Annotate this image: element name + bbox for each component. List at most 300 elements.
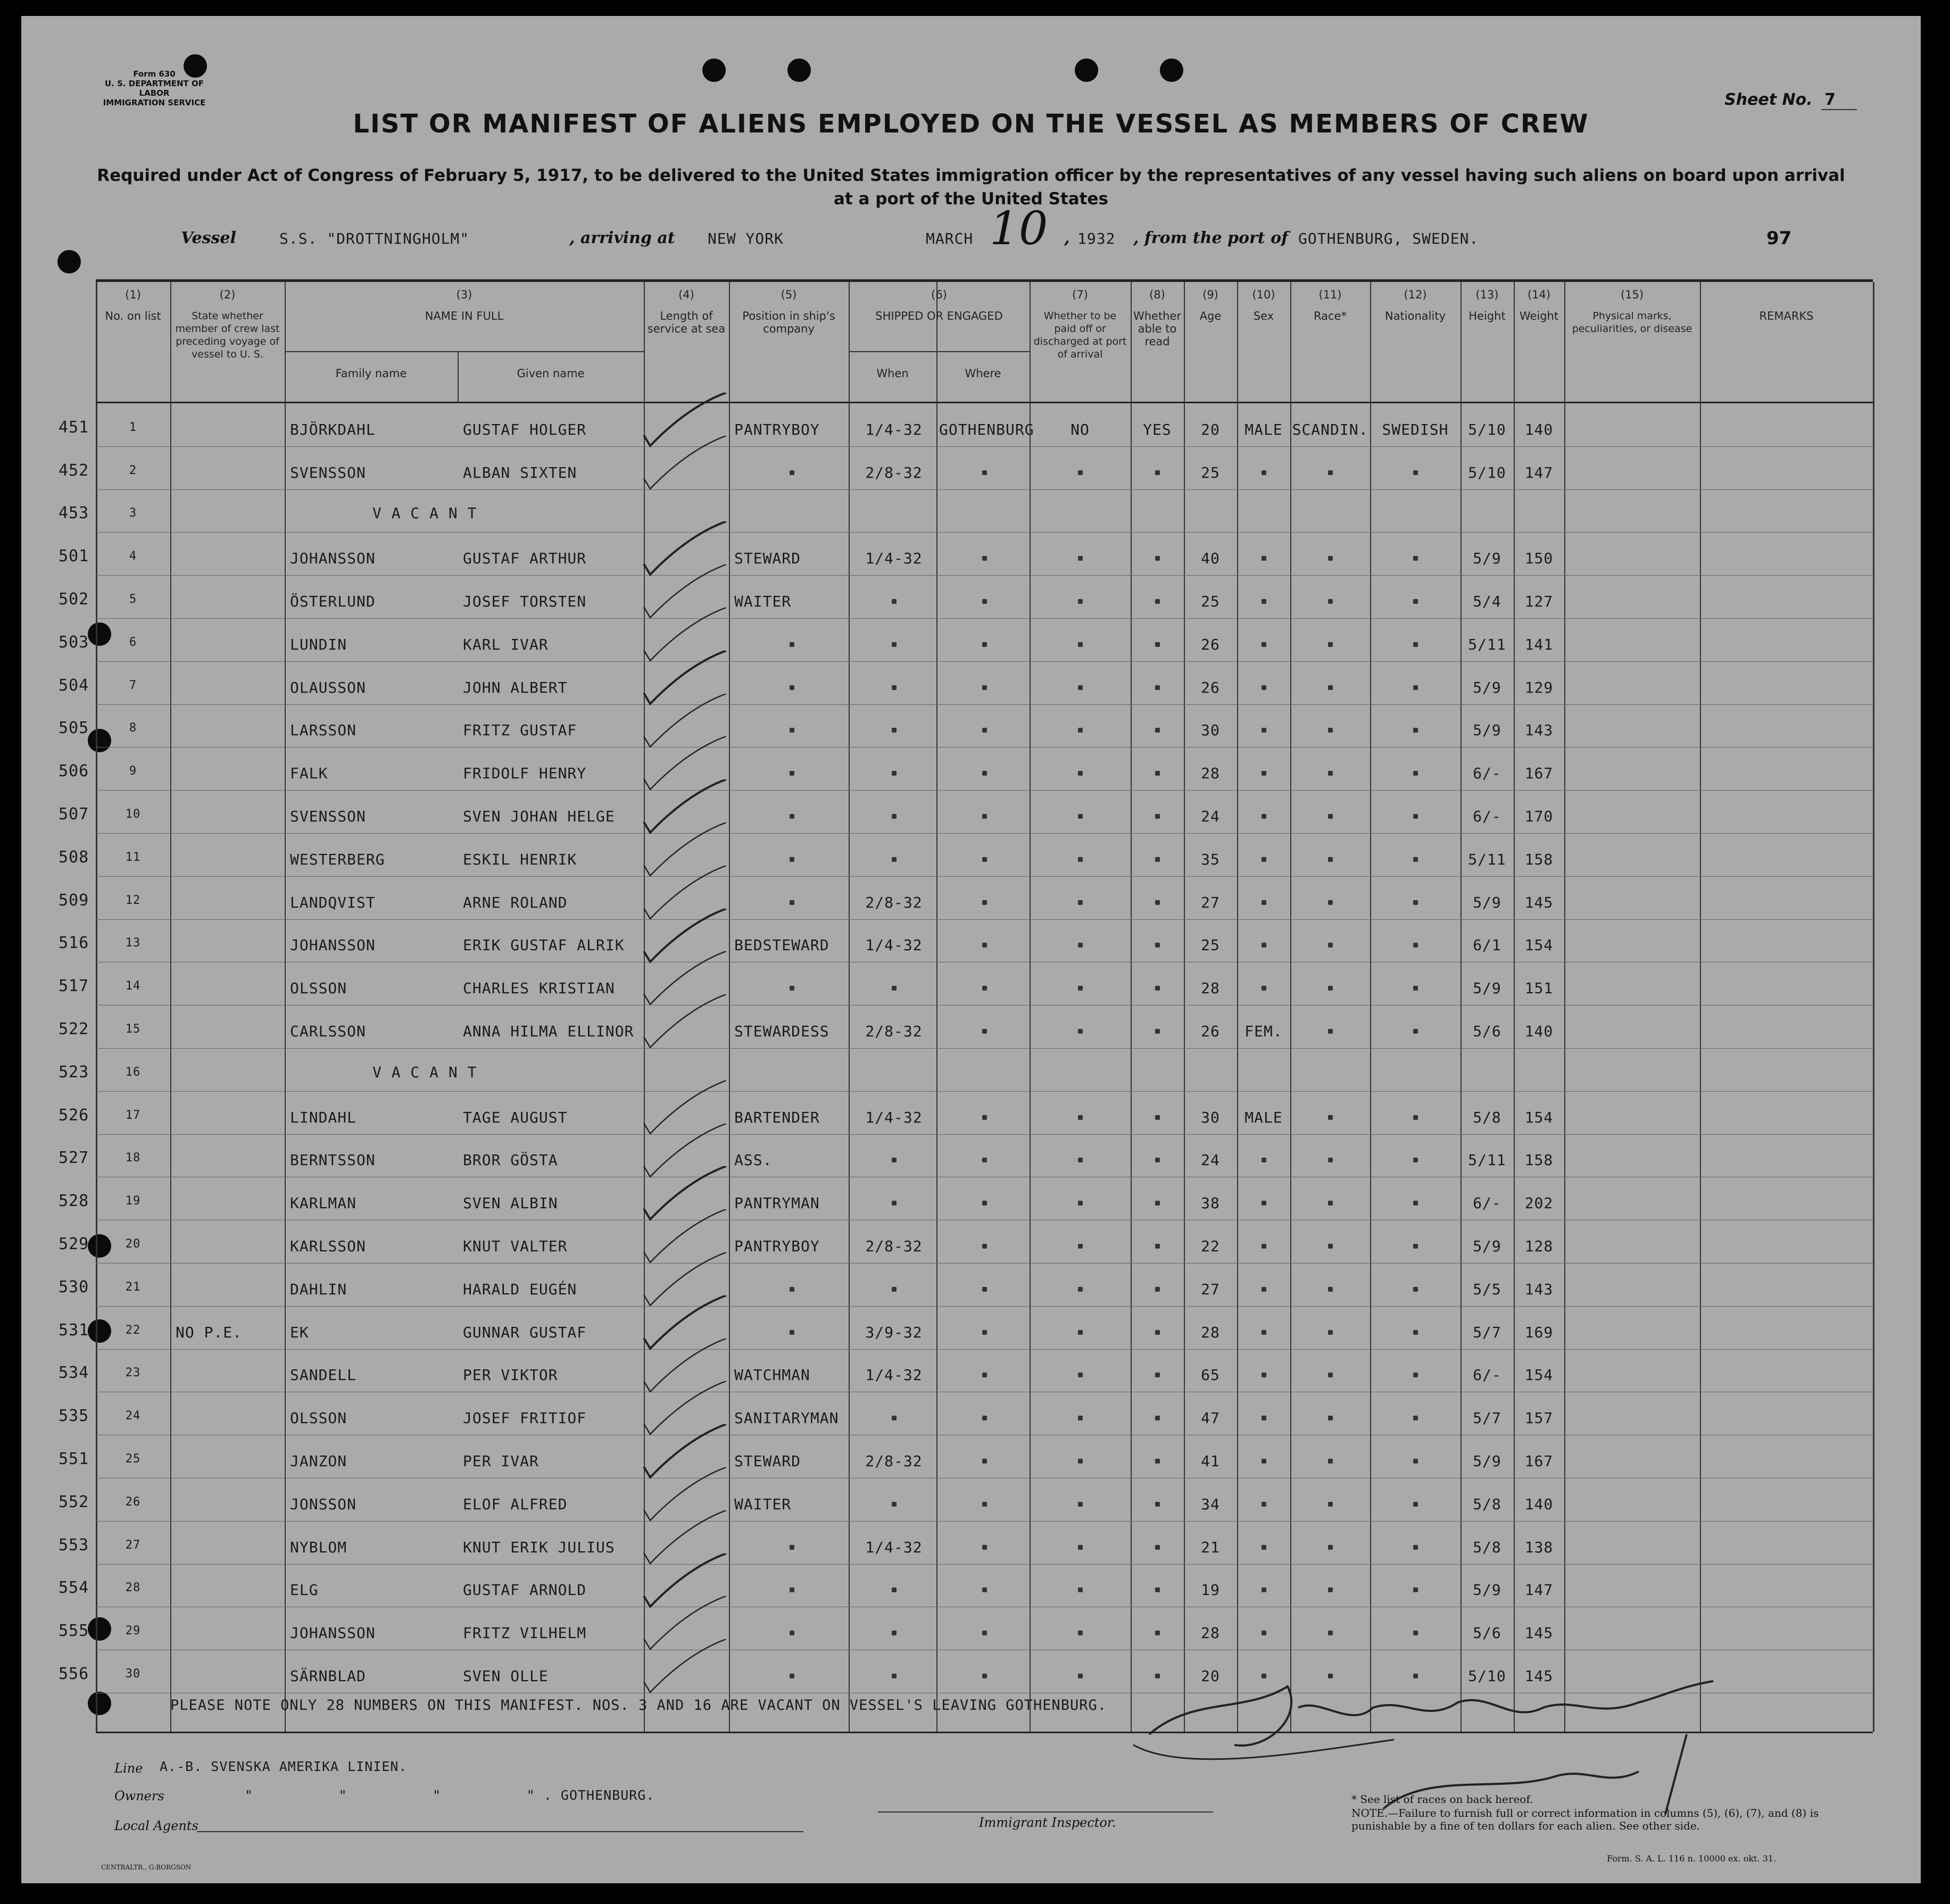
cell-height: 5/11 (1468, 635, 1506, 653)
ditto-mark (790, 814, 794, 819)
ditto-mark (1155, 1459, 1160, 1464)
ditto-mark (1328, 728, 1333, 733)
margin-number: 535 (59, 1407, 89, 1426)
margin-number: 522 (59, 1020, 89, 1038)
ditto-mark (892, 728, 897, 733)
margin-number: 509 (59, 891, 89, 910)
subheader-rule (285, 351, 644, 352)
cell-family: NYBLOM (290, 1538, 347, 1556)
ditto-mark (982, 1201, 987, 1205)
ditto-mark (982, 1545, 987, 1550)
column-header: Sex (1253, 310, 1274, 322)
cell-no: 6 (129, 635, 137, 649)
cell-height: 6/1 (1473, 936, 1501, 954)
margin-number: 556 (59, 1665, 89, 1683)
cell-when: 1/4-32 (865, 420, 923, 438)
ditto-mark (1328, 900, 1333, 905)
ditto-mark (892, 1416, 897, 1420)
cell-given: CHARLES KRISTIAN (463, 979, 615, 997)
row-rule (96, 1134, 1873, 1135)
cell-family: JOHANSSON (290, 550, 376, 568)
ditto-mark (982, 900, 987, 905)
ditto-mark (892, 986, 897, 991)
ditto-mark (892, 814, 897, 819)
arrival-port: NEW YORK (708, 230, 784, 247)
cell-no: 23 (125, 1366, 141, 1380)
column-subheader: Given name (517, 367, 585, 380)
cell-family: FALK (290, 764, 328, 783)
ditto-mark (1155, 728, 1160, 733)
margin-number: 553 (59, 1535, 89, 1554)
ditto-mark (892, 1631, 897, 1635)
cell-no: 24 (125, 1409, 141, 1423)
column-number: (12) (1404, 288, 1427, 301)
ditto-mark (1413, 1287, 1418, 1292)
column-number: (15) (1620, 288, 1644, 301)
ditto-mark (1262, 986, 1266, 991)
cell-weight: 140 (1524, 1495, 1554, 1513)
cell-given: ARNE ROLAND (463, 893, 568, 911)
margin-number: 507 (59, 805, 89, 824)
cell-weight: 151 (1524, 979, 1554, 997)
ditto-mark (1262, 1201, 1266, 1205)
cell-family: CARLSSON (290, 1022, 366, 1040)
margin-number: 506 (59, 762, 89, 781)
cell-when: 1/4-32 (865, 1108, 923, 1126)
cell-no: 28 (125, 1581, 141, 1595)
ditto-mark (1155, 1330, 1160, 1335)
ditto-mark (1262, 556, 1266, 561)
column-header: SHIPPED OR ENGAGED (875, 310, 1003, 322)
cell-family: JONSSON (290, 1495, 357, 1513)
margin-number: 453 (59, 504, 89, 523)
cell-position: STEWARD (734, 1452, 801, 1470)
cell-no: 13 (125, 936, 141, 950)
ditto-mark (1262, 771, 1266, 776)
column-header: Height (1468, 310, 1506, 322)
ditto-mark (1328, 814, 1333, 819)
ditto-mark (1078, 771, 1083, 776)
ditto-mark (982, 1416, 987, 1420)
cell-no: 29 (125, 1624, 141, 1638)
cell-age: 21 (1201, 1538, 1220, 1556)
ditto-mark (1155, 857, 1160, 862)
check-mark (628, 1639, 734, 1698)
ditto-mark (1078, 1587, 1083, 1592)
cell-age: 28 (1201, 764, 1220, 783)
ditto-mark (1078, 943, 1083, 947)
column-header: Age (1199, 310, 1222, 322)
vessel-label: Vessel (181, 229, 236, 247)
ditto-mark (1413, 1587, 1418, 1592)
cell-height: 5/9 (1473, 893, 1501, 911)
margin-number: 503 (59, 633, 89, 652)
form-header (101, 69, 208, 107)
ditto-mark (1413, 1158, 1418, 1162)
column-rule (1514, 282, 1515, 1732)
cell-height: 5/8 (1473, 1538, 1501, 1556)
sheet-value: 7 (1821, 90, 1857, 110)
ditto-mark (1413, 1029, 1418, 1034)
column-header: NAME IN FULL (425, 310, 504, 322)
ditto-mark (1262, 943, 1266, 947)
cell-weight: 140 (1524, 420, 1554, 438)
cell-weight: 150 (1524, 550, 1554, 568)
ditto-mark (1155, 642, 1160, 647)
cell-age: 28 (1201, 1323, 1220, 1341)
ditto-mark (1262, 642, 1266, 647)
row-rule (96, 532, 1873, 533)
cell-given: GUSTAF HOLGER (463, 420, 587, 438)
column-header: Physical marks, peculiarities, or disease (1572, 310, 1692, 335)
row-rule (96, 1349, 1873, 1350)
cell-no: 10 (125, 808, 141, 821)
ditto-mark (1078, 470, 1083, 475)
ditto-mark (1262, 1587, 1266, 1592)
column-header: Nationality (1384, 310, 1446, 322)
inspector-label: Immigrant Inspector. (979, 1815, 1116, 1830)
cell-weight: 128 (1524, 1237, 1554, 1255)
subheader-rule (849, 351, 1030, 352)
ditto-mark (892, 771, 897, 776)
cell-family: DAHLIN (290, 1280, 347, 1298)
cell-height: 5/7 (1473, 1323, 1501, 1341)
cell-height: 5/9 (1473, 1452, 1501, 1470)
ditto-mark (1413, 1115, 1418, 1120)
ditto-mark (982, 1587, 987, 1592)
ditto-mark (1328, 1545, 1333, 1550)
cell-family: OLSSON (290, 1409, 347, 1427)
cell-no: 30 (125, 1667, 141, 1681)
ditto-mark (1262, 1545, 1266, 1550)
cell-weight: 143 (1524, 721, 1554, 739)
cell-position: BEDSTEWARD (734, 936, 829, 954)
ditto-mark (1262, 1330, 1266, 1335)
cell-age: 30 (1201, 721, 1220, 739)
cell-family: SVENSSON (290, 463, 366, 481)
ditto-mark (1413, 470, 1418, 475)
ditto-mark (1413, 728, 1418, 733)
cell-weight: 154 (1524, 936, 1554, 954)
cell-no: 5 (129, 593, 137, 606)
ditto-mark (1413, 1545, 1418, 1550)
cell-height: 5/9 (1473, 721, 1501, 739)
ditto-mark (790, 1287, 794, 1292)
ditto-mark (892, 1287, 897, 1292)
margin-number: 451 (59, 418, 89, 437)
ditto-mark (1078, 857, 1083, 862)
cell-age: 47 (1201, 1409, 1220, 1427)
ditto-mark (1413, 1502, 1418, 1507)
ditto-mark (1328, 1416, 1333, 1420)
punch-hole (787, 59, 811, 82)
cell-when: 1/4-32 (865, 550, 923, 568)
cell-weight: 202 (1524, 1194, 1554, 1212)
cell-given: ANNA HILMA ELLINOR (463, 1022, 634, 1040)
margin-number: 452 (59, 461, 89, 480)
sheet-label: Sheet No. (1724, 90, 1813, 109)
cell-read: YES (1143, 420, 1172, 438)
ditto-mark (1155, 685, 1160, 690)
cell-weight: 157 (1524, 1409, 1554, 1427)
row-rule (96, 1048, 1873, 1049)
departure-port: GOTHENBURG, SWEDEN. (1298, 230, 1479, 247)
cell-height: 5/6 (1473, 1022, 1501, 1040)
ditto-mark (982, 1502, 987, 1507)
ditto-mark (1328, 1158, 1333, 1162)
vacant-label: V A C A N T (372, 1063, 477, 1081)
column-number: (8) (1149, 288, 1165, 301)
ditto-mark (1155, 1115, 1160, 1120)
column-number: (11) (1318, 288, 1342, 301)
form-number: Form 630 (133, 69, 176, 79)
ditto-mark (1413, 1244, 1418, 1249)
ditto-mark (1413, 1631, 1418, 1635)
ditto-mark (1413, 685, 1418, 690)
cell-family: JOHANSSON (290, 1624, 376, 1642)
ditto-mark (1155, 1502, 1160, 1507)
cell-when: 1/4-32 (865, 1366, 923, 1384)
cell-age: 25 (1201, 463, 1220, 481)
margin-number: 530 (59, 1277, 89, 1296)
ditto-mark (1413, 1459, 1418, 1464)
ditto-mark (1078, 1244, 1083, 1249)
margin-number: 528 (59, 1192, 89, 1211)
cell-family: KARLMAN (290, 1194, 357, 1212)
column-number: (3) (456, 288, 472, 301)
cell-given: PER IVAR (463, 1452, 539, 1470)
cell-weight: 170 (1524, 808, 1554, 825)
cell-prev: NO P.E. (176, 1323, 243, 1341)
cell-when: 1/4-32 (865, 1538, 923, 1556)
cell-given: JOSEF FRITIOF (463, 1409, 587, 1427)
column-header: Length of service at sea (647, 310, 726, 335)
cell-family: BERNTSSON (290, 1151, 376, 1169)
cell-weight: 154 (1524, 1108, 1554, 1126)
ditto-mark (1262, 857, 1266, 862)
ditto-mark (1413, 943, 1418, 947)
cell-family: ÖSTERLUND (290, 593, 376, 610)
cell-height: 5/9 (1473, 979, 1501, 997)
column-number: (7) (1072, 288, 1088, 301)
cell-given: SVEN ALBIN (463, 1194, 558, 1212)
races-note: * See list of races on back hereof. (1351, 1793, 1533, 1806)
cell-age: 41 (1201, 1452, 1220, 1470)
cell-position: SANITARYMAN (734, 1409, 839, 1427)
cell-age: 28 (1201, 979, 1220, 997)
ditto-mark (1328, 1287, 1333, 1292)
column-rule (1237, 282, 1238, 1732)
cell-family: KARLSSON (290, 1237, 366, 1255)
inspector-line (878, 1811, 1213, 1812)
row-rule (96, 575, 1873, 576)
column-number: (1) (125, 288, 141, 301)
arrival-day: 10 (990, 202, 1048, 255)
ditto-mark (982, 685, 987, 690)
ditto-mark (1262, 814, 1266, 819)
margin-number: 527 (59, 1149, 89, 1168)
row-rule (96, 1306, 1873, 1307)
margin-number: 517 (59, 977, 89, 996)
ditto-mark (1078, 1330, 1083, 1335)
cell-weight: 169 (1524, 1323, 1554, 1341)
ditto-mark (1413, 900, 1418, 905)
ditto-mark (982, 642, 987, 647)
ditto-mark (1078, 685, 1083, 690)
ditto-mark (982, 771, 987, 776)
cell-nationality: SWEDISH (1382, 420, 1449, 438)
ditto-mark (1328, 556, 1333, 561)
column-number: (14) (1527, 288, 1551, 301)
row-rule (96, 618, 1873, 619)
ditto-mark (892, 1587, 897, 1592)
ditto-mark (1328, 857, 1333, 862)
owners-value: " " " " . GOTHENBURG. (245, 1787, 655, 1803)
ditto-mark (1078, 1631, 1083, 1635)
cell-height: 5/10 (1468, 420, 1506, 438)
column-number: (13) (1475, 288, 1499, 301)
ditto-mark (1413, 1373, 1418, 1377)
cell-when: 2/8-32 (865, 893, 923, 911)
ditto-mark (790, 771, 794, 776)
cell-weight: 145 (1524, 1667, 1554, 1685)
margin-number: 526 (59, 1105, 89, 1125)
ditto-mark (1078, 986, 1083, 991)
cell-age: 27 (1201, 893, 1220, 911)
cell-height: 5/8 (1473, 1495, 1501, 1513)
ditto-mark (1078, 1373, 1083, 1377)
ditto-mark (1078, 556, 1083, 561)
ditto-mark (790, 900, 794, 905)
cell-sex: MALE (1244, 1108, 1283, 1126)
cell-race: SCANDIN. (1292, 420, 1368, 438)
ditto-mark (1078, 599, 1083, 604)
ditto-mark (982, 857, 987, 862)
ditto-mark (892, 1158, 897, 1162)
cell-given: SVEN OLLE (463, 1667, 549, 1685)
margin-number: 504 (59, 676, 89, 695)
ditto-mark (1413, 599, 1418, 604)
ditto-mark (1078, 642, 1083, 647)
cell-when: 2/8-32 (865, 1452, 923, 1470)
cell-position: WAITER (734, 1495, 792, 1513)
cell-height: 6/- (1473, 1194, 1501, 1212)
cell-no: 18 (125, 1151, 141, 1165)
column-rule (1131, 282, 1132, 1732)
ditto-mark (982, 1029, 987, 1034)
cell-height: 5/8 (1473, 1108, 1501, 1126)
cell-height: 6/- (1473, 764, 1501, 783)
ditto-mark (1413, 814, 1418, 819)
ditto-mark (1262, 728, 1266, 733)
cell-position: PANTRYMAN (734, 1194, 820, 1212)
ditto-mark (982, 1330, 987, 1335)
cell-given: KARL IVAR (463, 635, 549, 653)
cell-family: OLSSON (290, 979, 347, 997)
column-number: (5) (781, 288, 797, 301)
margin-number: 555 (59, 1622, 89, 1641)
column-rule (1873, 282, 1874, 1732)
cell-age: 40 (1201, 550, 1220, 568)
ditto-mark (982, 943, 987, 947)
cell-family: OLAUSSON (290, 678, 366, 696)
cell-given: SVEN JOHAN HELGE (463, 808, 615, 825)
ditto-mark (982, 1158, 987, 1162)
row-rule (96, 876, 1873, 877)
ditto-mark (790, 1587, 794, 1592)
ditto-mark (1413, 857, 1418, 862)
cell-age: 30 (1201, 1108, 1220, 1126)
cell-given: JOHN ALBERT (463, 678, 568, 696)
ditto-mark (1262, 1459, 1266, 1464)
punch-hole (702, 59, 726, 82)
ditto-mark (1155, 1416, 1160, 1420)
manifest-sheet (21, 16, 1921, 1883)
column-subheader: Family name (335, 367, 407, 380)
cell-when: 1/4-32 (865, 936, 923, 954)
column-rule (1370, 282, 1371, 1732)
cell-when: 2/8-32 (865, 1022, 923, 1040)
ditto-mark (1413, 1201, 1418, 1205)
column-number: (2) (219, 288, 236, 301)
ditto-mark (1078, 1158, 1083, 1162)
column-rule (1030, 282, 1031, 1732)
ditto-mark (1328, 1244, 1333, 1249)
cell-given: PER VIKTOR (463, 1366, 558, 1384)
ditto-mark (1413, 1330, 1418, 1335)
margin-number: 531 (59, 1320, 89, 1340)
cell-no: 26 (125, 1495, 141, 1509)
punch-hole (1160, 59, 1183, 82)
printer-mark: CENTRALTR., G:BORGSON (101, 1864, 192, 1871)
service-name: IMMIGRATION SERVICE (103, 98, 206, 107)
page-subtitle: Required under Act of Congress of February 5, 1917, to be delivered to the United States immigration officer by the representatives of any vessel having such aliens on board upon arrival at a port of the United States (97, 166, 1845, 209)
cell-no: 16 (125, 1065, 141, 1079)
cell-family: JOHANSSON (290, 936, 376, 954)
cell-height: 5/9 (1473, 678, 1501, 696)
cell-age: 24 (1201, 808, 1220, 825)
cell-family: LUNDIN (290, 635, 347, 653)
vacant-label: V A C A N T (372, 504, 477, 522)
ditto-mark (1078, 728, 1083, 733)
cell-position: BARTENDER (734, 1108, 820, 1126)
ditto-mark (1155, 900, 1160, 905)
cell-paid: NO (1071, 420, 1090, 438)
ditto-mark (1262, 1502, 1266, 1507)
local-agents-line (197, 1831, 803, 1832)
ditto-mark (790, 1674, 794, 1678)
cell-no: 25 (125, 1452, 141, 1466)
ditto-mark (982, 986, 987, 991)
column-number: (10) (1252, 288, 1275, 301)
row-rule (96, 446, 1873, 447)
ditto-mark (1155, 556, 1160, 561)
row-rule (96, 1564, 1873, 1565)
cell-height: 5/10 (1468, 1667, 1506, 1685)
ditto-mark (1155, 986, 1160, 991)
ditto-mark (1328, 1502, 1333, 1507)
column-number: (4) (678, 288, 694, 301)
ditto-mark (1413, 642, 1418, 647)
ditto-mark (982, 1674, 987, 1678)
crew-table (96, 279, 1873, 1732)
cell-height: 5/6 (1473, 1624, 1501, 1642)
column-rule (1564, 282, 1565, 1732)
cell-weight: 167 (1524, 764, 1554, 783)
ditto-mark (1078, 1115, 1083, 1120)
ditto-mark (1078, 1201, 1083, 1205)
ditto-mark (1328, 642, 1333, 647)
